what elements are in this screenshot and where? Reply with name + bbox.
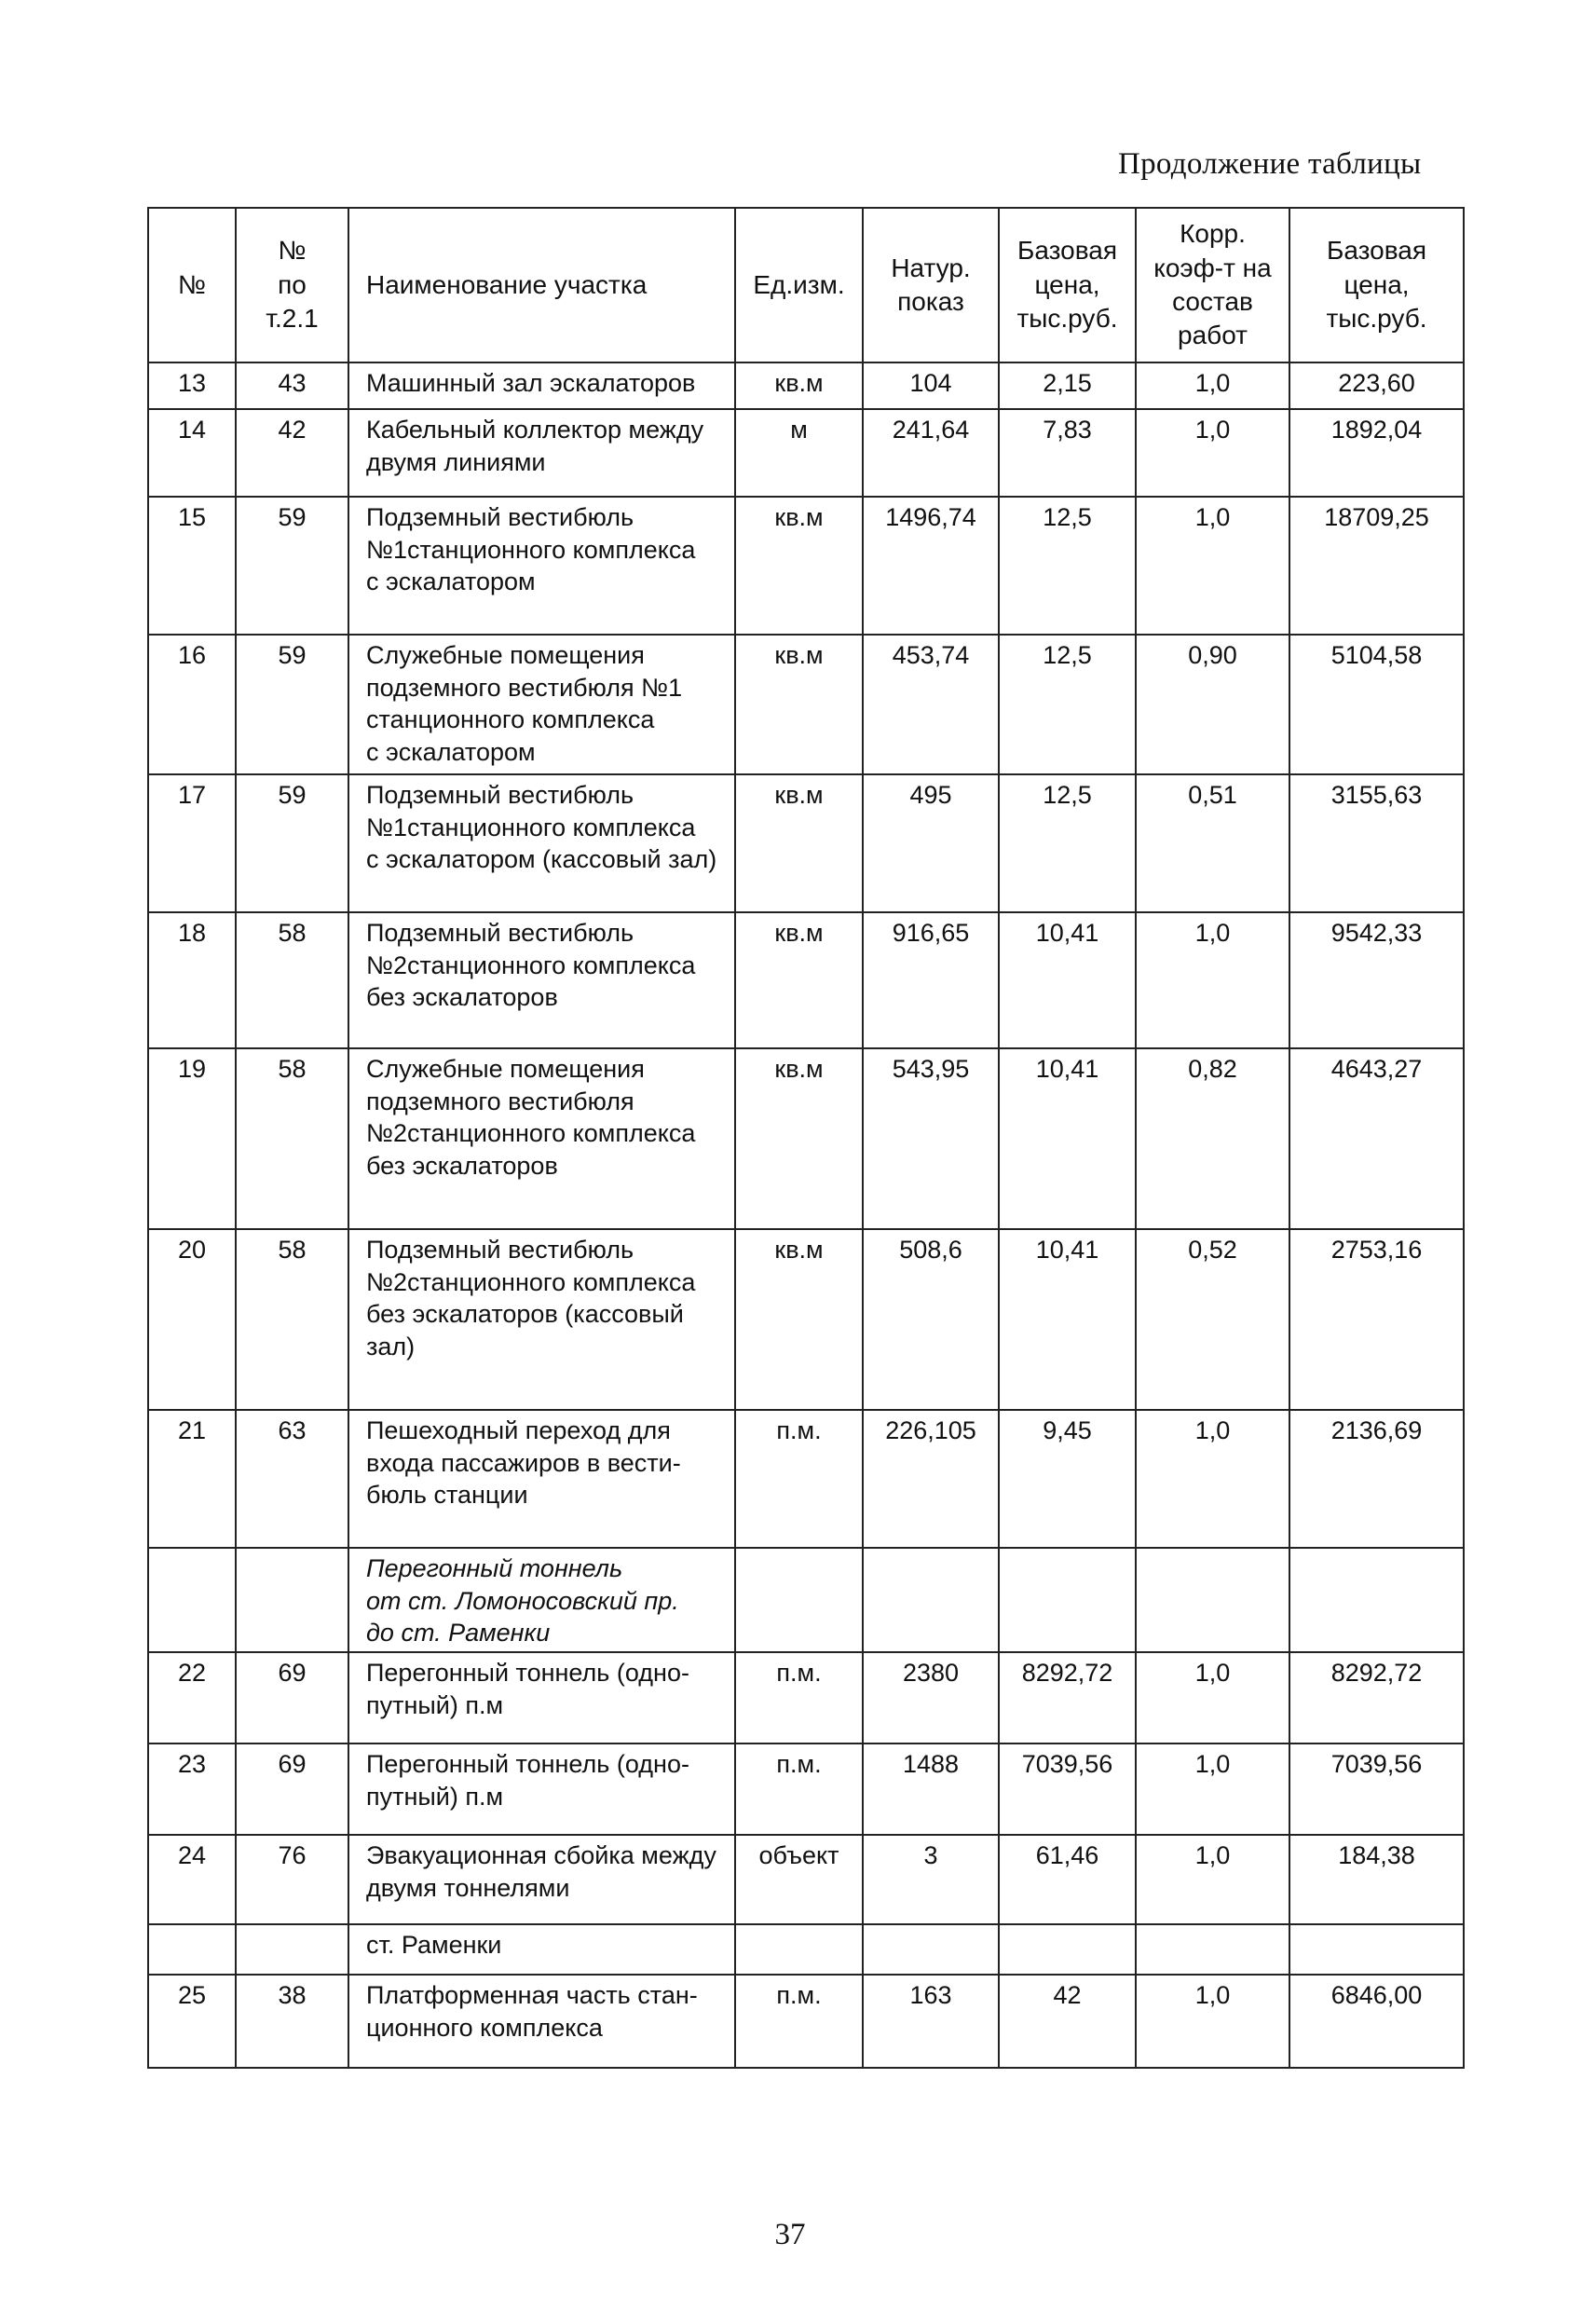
cell-num: 16 bbox=[148, 635, 236, 774]
cell-unit: кв.м bbox=[735, 362, 863, 409]
table-row bbox=[148, 912, 1464, 1048]
table-row bbox=[148, 1410, 1464, 1548]
cell-base-price: 7,83 bbox=[999, 409, 1136, 497]
cell-base-price: 8292,72 bbox=[999, 1652, 1136, 1744]
cell-num: 14 bbox=[148, 409, 236, 497]
cell-num: 20 bbox=[148, 1229, 236, 1410]
cell-unit: кв.м bbox=[735, 774, 863, 912]
cell-num: 18 bbox=[148, 912, 236, 1048]
cell-coef bbox=[1136, 1548, 1289, 1652]
cell-num bbox=[148, 1924, 236, 1975]
cell-base-price: 9,45 bbox=[999, 1410, 1136, 1548]
table-body bbox=[148, 362, 1464, 2068]
cell-qty bbox=[863, 1548, 999, 1652]
header-cell: № по т.2.1 bbox=[236, 208, 348, 362]
table-row bbox=[148, 1229, 1464, 1410]
cell-qty: 1496,74 bbox=[863, 497, 999, 635]
table-row bbox=[148, 497, 1464, 635]
cell-qty: 3 bbox=[863, 1835, 999, 1924]
header-cell: Базовая цена, тыс.руб. bbox=[1289, 208, 1464, 362]
cell-total bbox=[1289, 1924, 1464, 1975]
cell-num: 23 bbox=[148, 1744, 236, 1835]
cell-qty: 508,6 bbox=[863, 1229, 999, 1410]
cell-ref: 58 bbox=[236, 1229, 348, 1410]
header-cell: Корр. коэф-т на состав работ bbox=[1136, 208, 1289, 362]
cell-base-price bbox=[999, 1548, 1136, 1652]
table-row bbox=[148, 1975, 1464, 2068]
cell-coef: 1,0 bbox=[1136, 497, 1289, 635]
cell-qty: 2380 bbox=[863, 1652, 999, 1744]
cell-ref: 58 bbox=[236, 1048, 348, 1229]
cell-coef bbox=[1136, 1924, 1289, 1975]
cell-name: Платформенная часть стан- ционного комплекса bbox=[348, 1975, 735, 2068]
cell-total: 223,60 bbox=[1289, 362, 1464, 409]
cell-ref: 43 bbox=[236, 362, 348, 409]
cell-name: Пешеходный переход для входа пассажиров в вести- бюль станции bbox=[348, 1410, 735, 1548]
cell-ref bbox=[236, 1924, 348, 1975]
table-row bbox=[148, 1548, 1464, 1652]
cell-name: Перегонный тоннель (одно- путный) п.м bbox=[348, 1652, 735, 1744]
cell-total: 184,38 bbox=[1289, 1835, 1464, 1924]
cell-coef: 0,82 bbox=[1136, 1048, 1289, 1229]
cell-unit: кв.м bbox=[735, 1229, 863, 1410]
cell-unit: кв.м bbox=[735, 635, 863, 774]
table-header-row bbox=[148, 208, 1464, 362]
header-cell: № bbox=[148, 208, 236, 362]
cell-name: Подземный вестибюль №2станционного комплекса без эскалаторов (кассовый зал) bbox=[348, 1229, 735, 1410]
cell-name: Служебные помещения подземного вестибюля №1 станционного комплекса с эскалатором bbox=[348, 635, 735, 774]
cell-coef: 1,0 bbox=[1136, 912, 1289, 1048]
cell-ref: 42 bbox=[236, 409, 348, 497]
cell-unit: кв.м bbox=[735, 497, 863, 635]
cell-base-price: 10,41 bbox=[999, 1048, 1136, 1229]
cell-coef: 1,0 bbox=[1136, 409, 1289, 497]
cell-total: 2753,16 bbox=[1289, 1229, 1464, 1410]
table-row bbox=[148, 409, 1464, 497]
cell-coef: 0,90 bbox=[1136, 635, 1289, 774]
cell-total: 18709,25 bbox=[1289, 497, 1464, 635]
table-continuation-label: Продолжение таблицы bbox=[1118, 147, 1422, 181]
cell-qty: 226,105 bbox=[863, 1410, 999, 1548]
cost-table bbox=[147, 207, 1465, 2069]
cell-unit bbox=[735, 1548, 863, 1652]
cell-ref: 58 bbox=[236, 912, 348, 1048]
cell-name: Служебные помещения подземного вестибюля №2станционного комплекса без эскалаторов bbox=[348, 1048, 735, 1229]
cell-num: 24 bbox=[148, 1835, 236, 1924]
cell-num: 21 bbox=[148, 1410, 236, 1548]
table-row bbox=[148, 774, 1464, 912]
cell-name: Эвакуационная сбойка между двумя тоннелями bbox=[348, 1835, 735, 1924]
cell-qty: 453,74 bbox=[863, 635, 999, 774]
cell-unit: п.м. bbox=[735, 1410, 863, 1548]
cell-qty: 543,95 bbox=[863, 1048, 999, 1229]
cell-name: Перегонный тоннель от ст. Ломоносовский пр. до ст. Раменки bbox=[348, 1548, 735, 1652]
cell-total: 9542,33 bbox=[1289, 912, 1464, 1048]
header-cell: Базовая цена, тыс.руб. bbox=[999, 208, 1136, 362]
cell-ref: 63 bbox=[236, 1410, 348, 1548]
cell-coef: 1,0 bbox=[1136, 1744, 1289, 1835]
cell-ref: 59 bbox=[236, 774, 348, 912]
table-row bbox=[148, 635, 1464, 774]
page-number: 37 bbox=[774, 2218, 806, 2251]
cell-unit: объект bbox=[735, 1835, 863, 1924]
cell-ref: 76 bbox=[236, 1835, 348, 1924]
cell-total: 6846,00 bbox=[1289, 1975, 1464, 2068]
cell-ref bbox=[236, 1548, 348, 1652]
cell-total: 3155,63 bbox=[1289, 774, 1464, 912]
cell-base-price: 61,46 bbox=[999, 1835, 1136, 1924]
cell-name: Перегонный тоннель (одно- путный) п.м bbox=[348, 1744, 735, 1835]
cell-unit: п.м. bbox=[735, 1652, 863, 1744]
cell-total: 7039,56 bbox=[1289, 1744, 1464, 1835]
cell-base-price bbox=[999, 1924, 1136, 1975]
cell-name: Машинный зал эскалаторов bbox=[348, 362, 735, 409]
cell-unit bbox=[735, 1924, 863, 1975]
cell-ref: 69 bbox=[236, 1652, 348, 1744]
cell-num: 17 bbox=[148, 774, 236, 912]
cell-num: 22 bbox=[148, 1652, 236, 1744]
table-row bbox=[148, 1744, 1464, 1835]
cell-qty: 1488 bbox=[863, 1744, 999, 1835]
cell-qty: 104 bbox=[863, 362, 999, 409]
cell-unit: кв.м bbox=[735, 912, 863, 1048]
cell-base-price: 10,41 bbox=[999, 1229, 1136, 1410]
cell-num bbox=[148, 1548, 236, 1652]
cell-qty: 916,65 bbox=[863, 912, 999, 1048]
header-cell: Ед.изм. bbox=[735, 208, 863, 362]
cell-ref: 38 bbox=[236, 1975, 348, 2068]
cell-ref: 59 bbox=[236, 635, 348, 774]
cell-unit: п.м. bbox=[735, 1744, 863, 1835]
header-cell: Натур. показ bbox=[863, 208, 999, 362]
cell-total: 1892,04 bbox=[1289, 409, 1464, 497]
cell-unit: кв.м bbox=[735, 1048, 863, 1229]
cell-coef: 1,0 bbox=[1136, 1652, 1289, 1744]
cell-unit: м bbox=[735, 409, 863, 497]
cell-coef: 1,0 bbox=[1136, 1975, 1289, 2068]
cell-coef: 0,52 bbox=[1136, 1229, 1289, 1410]
cell-qty bbox=[863, 1924, 999, 1975]
cell-total: 4643,27 bbox=[1289, 1048, 1464, 1229]
cell-base-price: 12,5 bbox=[999, 774, 1136, 912]
header-cell: Наименование участка bbox=[348, 208, 735, 362]
cell-name: Кабельный коллектор между двумя линиями bbox=[348, 409, 735, 497]
cell-name: Подземный вестибюль №1станционного комплекса с эскалатором bbox=[348, 497, 735, 635]
cell-base-price: 12,5 bbox=[999, 497, 1136, 635]
cell-base-price: 42 bbox=[999, 1975, 1136, 2068]
cell-unit: п.м. bbox=[735, 1975, 863, 2068]
cell-total: 8292,72 bbox=[1289, 1652, 1464, 1744]
table-row bbox=[148, 362, 1464, 409]
cell-qty: 163 bbox=[863, 1975, 999, 2068]
cell-ref: 69 bbox=[236, 1744, 348, 1835]
cell-total: 5104,58 bbox=[1289, 635, 1464, 774]
cell-name: ст. Раменки bbox=[348, 1924, 735, 1975]
cell-base-price: 2,15 bbox=[999, 362, 1136, 409]
cell-ref: 59 bbox=[236, 497, 348, 635]
table-row bbox=[148, 1835, 1464, 1924]
cell-num: 13 bbox=[148, 362, 236, 409]
cell-coef: 1,0 bbox=[1136, 1410, 1289, 1548]
cell-base-price: 12,5 bbox=[999, 635, 1136, 774]
cell-qty: 241,64 bbox=[863, 409, 999, 497]
cell-coef: 1,0 bbox=[1136, 362, 1289, 409]
cell-total: 2136,69 bbox=[1289, 1410, 1464, 1548]
cell-coef: 0,51 bbox=[1136, 774, 1289, 912]
cell-num: 15 bbox=[148, 497, 236, 635]
cell-coef: 1,0 bbox=[1136, 1835, 1289, 1924]
cell-num: 25 bbox=[148, 1975, 236, 2068]
cell-num: 19 bbox=[148, 1048, 236, 1229]
cell-name: Подземный вестибюль №1станционного комплекса с эскалатором (кассовый зал) bbox=[348, 774, 735, 912]
cell-base-price: 10,41 bbox=[999, 912, 1136, 1048]
table-row bbox=[148, 1652, 1464, 1744]
cell-total bbox=[1289, 1548, 1464, 1652]
table-row bbox=[148, 1924, 1464, 1975]
cell-qty: 495 bbox=[863, 774, 999, 912]
cell-base-price: 7039,56 bbox=[999, 1744, 1136, 1835]
cell-name: Подземный вестибюль №2станционного комплекса без эскалаторов bbox=[348, 912, 735, 1048]
table-row bbox=[148, 1048, 1464, 1229]
